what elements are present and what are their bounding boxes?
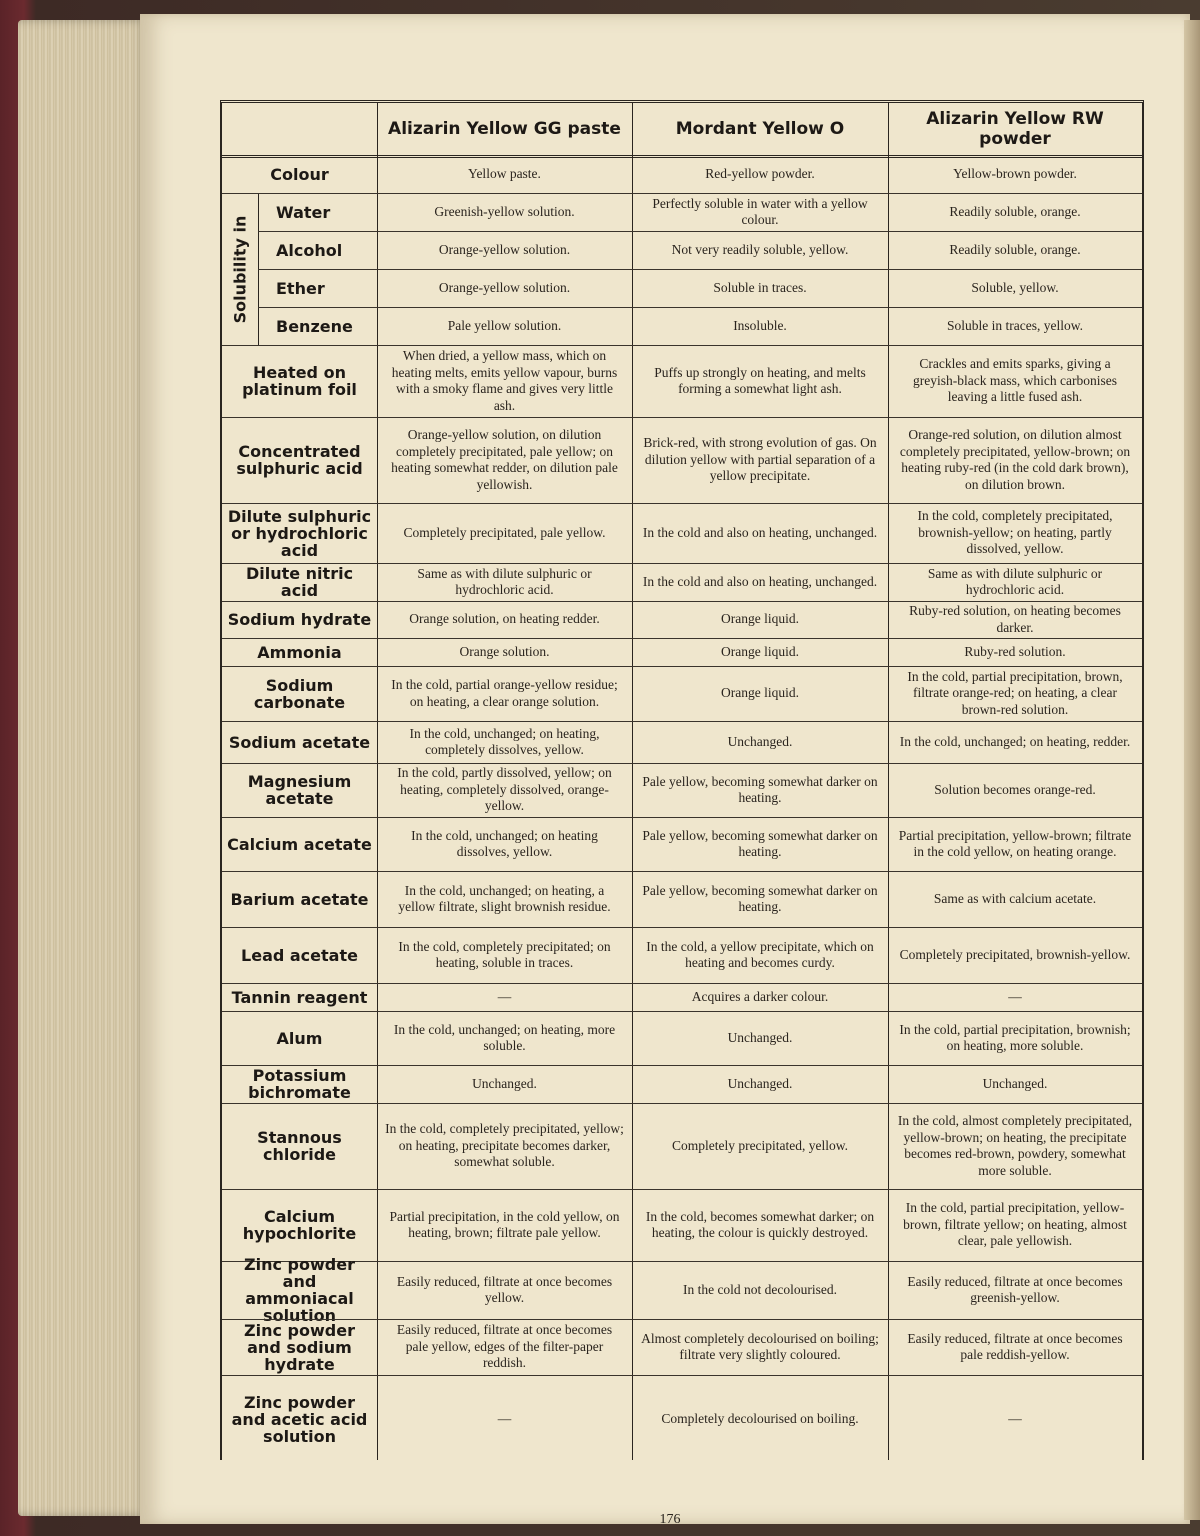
table-cell: Pale yellow, becoming somewhat darker on heating. [642,773,878,805]
table-cell: In the cold, partial orange-yellow residue; on heating, a clear orange solution. [391,677,618,709]
table-cell: Easily reduced, filtrate at once becomes greenish-yellow. [907,1273,1123,1305]
table-cell: Easily reduced, filtrate at once becomes yellow. [396,1273,613,1305]
table-cell: In the cold, unchanged; on heating, redder. [899,733,1131,749]
row-label: Colour [270,164,329,184]
table-cell: Greenish-yellow solution. [434,203,575,219]
table-cell: Yellow paste. [468,165,541,181]
table-cell: Orange liquid. [721,685,799,701]
table-cell: In the cold, becomes somewhat darker; on heating, the colour is quickly destroyed. [645,1208,875,1240]
row-label: Alum [276,1028,323,1048]
header-alizarin-yellow-gg: Alizarin Yellow GG paste [388,119,621,139]
table-cell: Orange-red solution, on dilution almost completely precipitated, yellow-brown; on heating ruby-red (in the cold dark brown), on dilution brown. [899,427,1131,492]
row-label: Lead acetate [241,945,358,965]
table-cell: In the cold, completely precipitated, yellow; on heating, precipitate becomes darker, somewhat soluble. [385,1121,624,1170]
row-label: Zinc powder and sodium hydrate [244,1320,355,1374]
next-page-edge [1184,20,1200,1520]
table-cell: Pale yellow, becoming somewhat darker on heating. [642,882,878,914]
row-label: Water [276,202,331,222]
table-cell: Same as with dilute sulphuric or hydrochloric acid. [927,565,1103,597]
table-cell: Almost completely decolourised on boiling; filtrate very slightly coloured. [641,1330,879,1362]
row-label: Sodium hydrate [227,610,372,629]
table-cell: Same as with dilute sulphuric or hydrochloric acid. [417,565,592,597]
table-cell: Solution becomes orange-red. [934,781,1096,797]
table-cell: Partial precipitation, in the cold yellow, on heating, brown; filtrate pale yellow. [389,1208,620,1240]
table-cell: Completely precipitated, pale yellow. [403,524,606,540]
table-cell: Ruby-red solution, on heating becomes darker. [909,603,1121,635]
table-cell: Easily reduced, filtrate at once becomes pale yellow, edges of the filter-paper reddish. [396,1322,613,1371]
table-cell: In the cold, completely precipitated; on heating, soluble in traces. [398,938,611,970]
table-cell: Easily reduced, filtrate at once becomes pale reddish-yellow. [907,1330,1123,1362]
page-stack-edge [18,20,148,1516]
table-cell: Completely decolourised on boiling. [661,1410,859,1426]
row-label: Stannous chloride [257,1128,342,1164]
table-cell: Yellow-brown powder. [953,165,1077,181]
table-cell: In the cold, partial precipitation, brownish; on heating, more soluble. [899,1021,1131,1053]
row-label: Heated on platinum foil [242,363,357,399]
table-cell: In the cold, unchanged; on heating dissolves, yellow. [411,827,598,859]
table-cell: In the cold and also on heating, unchanged. [642,524,878,540]
row-label: Dilute nitric acid [245,564,354,600]
table-cell: — [1008,1410,1022,1426]
table-cell: Soluble, yellow. [971,279,1059,295]
table-cell: In the cold, a yellow precipitate, which on heating and becomes curdy. [646,938,874,970]
header-corner [222,103,377,155]
table-cell: Pale yellow, becoming somewhat darker on heating. [642,827,878,859]
table-cell: Ruby-red solution. [964,643,1066,659]
table-cell: When dried, a yellow mass, which on heating melts, emits yellow vapour, burns with a smoky flame and gives very little ash. [391,348,618,413]
row-label: Potassium bichromate [248,1066,351,1102]
table-cell: Pale yellow solution. [447,317,562,333]
table-cell: Unchanged. [727,1029,793,1045]
solubility-label-text: Solubility in [230,215,250,323]
table-cell: In the cold, partial precipitation, yellow-brown, filtrate yellow; on heating, almost clear, pale yellowish. [903,1200,1127,1249]
table-cell: In the cold and also on heating, unchanged. [642,573,878,589]
table-cell: Crackles and emits sparks, giving a greyish-black mass, which carbonises leaving a little fused ash. [913,356,1117,405]
row-label: Zinc powder and acetic acid solution [231,1392,368,1446]
solubility-group-label [222,193,258,345]
table-cell: Orange liquid. [721,611,799,627]
table-cell: Acquires a darker colour. [691,988,829,1004]
row-label: Barium acetate [230,889,369,909]
table-cell: Orange liquid. [721,643,799,659]
table-cell: Completely precipitated, brownish-yellow. [899,946,1131,962]
reaction-table [220,100,1144,1460]
table-cell: Unchanged. [727,1075,793,1091]
table-cell: Partial precipitation, yellow-brown; filtrate in the cold yellow, on heating orange. [898,827,1132,859]
table-cell: In the cold, unchanged; on heating, more soluble. [393,1021,616,1053]
table-cell: In the cold, unchanged; on heating, a yellow filtrate, slight brownish residue. [398,882,611,914]
row-label: Calcium acetate [227,834,372,854]
table-cell: Soluble in traces. [713,279,807,295]
row-label: Dilute sulphuric or hydrochloric acid [227,506,372,560]
row-label: Calcium hypochlorite [242,1207,357,1243]
table-cell: Unchanged. [472,1075,537,1091]
table-cell: Not very readily soluble, yellow. [671,241,849,257]
table-cell: Insoluble. [733,317,787,333]
table-cell: Unchanged. [727,733,793,749]
row-label: Ammonia [257,642,342,662]
table-cell: — [1008,988,1022,1004]
table-cell: — [497,1410,512,1426]
table-cell: Brick-red, with strong evolution of gas. On dilution yellow with partial separation of a yellow precipitate. [643,435,877,484]
table-cell: Orange-yellow solution, on dilution completely precipitated, pale yellow; on heating somewhat redder, on dilution pale yellowish. [391,427,618,492]
row-label: Zinc powder and ammoniacal solution [244,1255,355,1325]
row-label: Alcohol [276,240,343,260]
table-cell: In the cold not decolourised. [682,1281,838,1297]
table-cell: Readily soluble, orange. [949,203,1081,219]
table-cell: Same as with calcium acetate. [933,890,1097,906]
table-cell: Orange-yellow solution. [438,241,571,257]
row-label: Sodium carbonate [253,675,346,712]
table-cell: Perfectly soluble in water with a yellow colour. [652,195,868,227]
table-cell: — [497,988,512,1004]
row-label: Ether [276,278,325,298]
row-label: Benzene [276,316,353,336]
table-cell: In the cold, partial precipitation, brown, filtrate orange-red; on heating, a clear brown-red solution. [907,668,1123,717]
table-cell: Unchanged. [982,1075,1048,1091]
table-cell: Puffs up strongly on heating, and melts forming a somewhat light ash. [654,364,866,396]
row-label: Concentrated sulphuric acid [236,442,363,478]
header-mordant-yellow-o: Mordant Yellow O [675,119,845,139]
table-cell: Orange-yellow solution. [438,279,571,295]
table-cell: Completely precipitated, yellow. [671,1137,849,1153]
row-label: Magnesium acetate [247,772,352,808]
table-cell: In the cold, completely precipitated, brownish-yellow; on heating, partly dissolved, yellow. [917,508,1113,557]
table-cell: In the cold, unchanged; on heating, completely dissolves, yellow. [409,725,600,757]
page-number: 176 [659,1512,681,1527]
row-label: Tannin reagent [231,987,368,1007]
table-cell: In the cold, partly dissolved, yellow; on heating, completely dissolved, orange-yellow. [397,765,612,814]
table-cell: Orange solution. [459,643,550,659]
row-label: Sodium acetate [228,732,371,752]
table-cell: Readily soluble, orange. [949,241,1081,257]
table-cell: Soluble in traces, yellow. [947,317,1083,333]
table-cell: Red-yellow powder. [705,165,815,181]
header-alizarin-yellow-rw: Alizarin Yellow RW powder [926,109,1104,149]
table-cell: Orange solution, on heating redder. [409,611,600,627]
table-cell: In the cold, almost completely precipitated, yellow-brown; on heating, the precipitate becomes red-brown, powdery, somewhat more soluble. [897,1113,1133,1178]
